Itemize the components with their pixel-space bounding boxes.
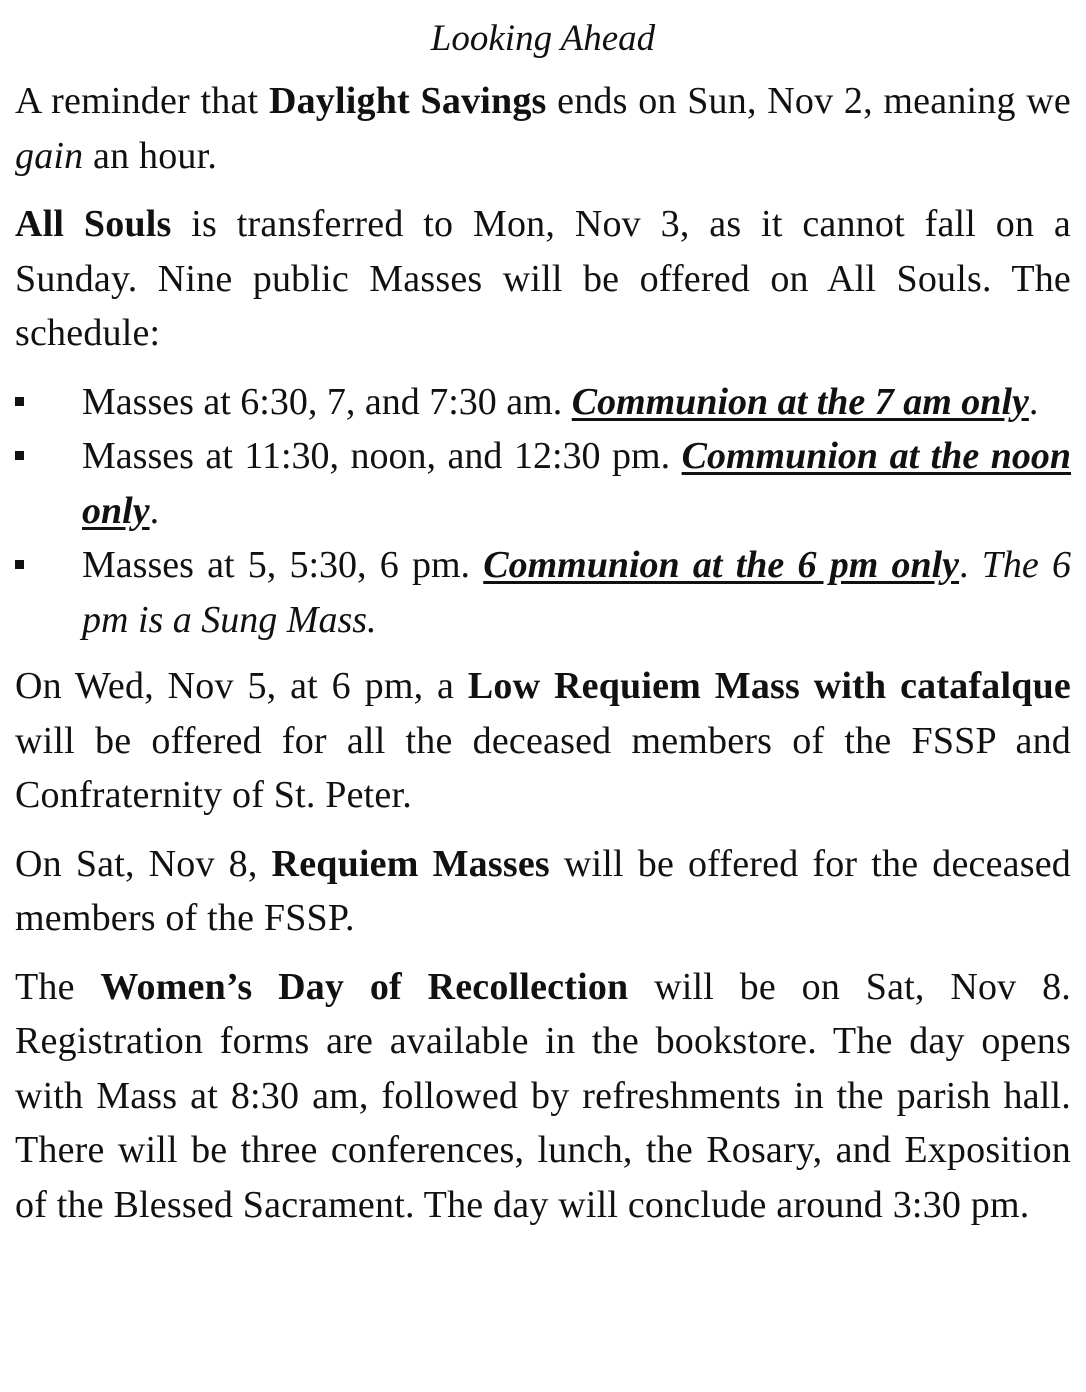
- requiem-masses-text-1: On Sat, Nov 8,: [15, 842, 272, 885]
- schedule-item: [15, 375, 1071, 430]
- womens-day-text-1: The: [15, 965, 101, 1008]
- dst-text-2: ends on Sun, Nov 2, meaning we: [546, 80, 1071, 122]
- requiem-masses-paragraph: [15, 837, 1071, 946]
- dst-italic: gain: [15, 134, 84, 177]
- schedule-item-extra: The 6 pm is a Sung Mass.: [82, 544, 1072, 641]
- square-bullet-icon: [15, 451, 24, 460]
- all-souls-bold: All Souls: [15, 203, 172, 245]
- schedule-item-communion-note: Communion at the 7 am only: [571, 380, 1029, 423]
- schedule-item-communion-note: Communion at the 6 pm only: [483, 544, 960, 586]
- schedule-item-after: .: [959, 544, 982, 586]
- schedule-item-after: .: [1028, 380, 1039, 423]
- dst-bold: Daylight Savings: [268, 80, 547, 122]
- schedule-item: [15, 429, 1071, 538]
- low-requiem-text-2: will be offered for all the deceased members of the FSSP and Confraternity of St. Peter.: [15, 719, 1071, 816]
- requiem-masses-bold: Requiem Masses: [271, 842, 550, 885]
- womens-day-bold: Women’s Day of Recollection: [100, 965, 629, 1008]
- all-souls-paragraph: [15, 197, 1071, 361]
- square-bullet-icon: [15, 397, 24, 406]
- all-souls-text: is transferred to Mon, Nov 3, as it cannot fall on a Sunday. Nine public Masses will be offered on All Souls. The schedule:: [15, 203, 1071, 354]
- low-requiem-paragraph: [15, 659, 1071, 823]
- schedule-item-text: Masses at 11:30, noon, and 12:30 pm.: [82, 435, 682, 477]
- schedule-item-text: Masses at 5, 5:30, 6 pm.: [82, 544, 484, 586]
- low-requiem-text-1: On Wed, Nov 5, at 6 pm, a: [15, 665, 468, 707]
- section-heading: Looking Ahead: [430, 18, 656, 59]
- low-requiem-bold: Low Requiem Mass with catafalque: [467, 665, 1071, 707]
- womens-day-paragraph: [15, 960, 1071, 1233]
- schedule-item-communion-note: Communion at the noon only: [82, 435, 1072, 532]
- square-bullet-icon: [15, 560, 24, 569]
- requiem-masses-text-2: will be offered for the deceased members of the FSSP.: [15, 842, 1071, 939]
- mass-schedule-list: [15, 375, 1071, 648]
- dst-text-3: an hour.: [83, 134, 218, 177]
- schedule-item: [15, 538, 1071, 647]
- dst-text-1: A reminder that: [15, 80, 269, 122]
- womens-day-text-2: will be on Sat, Nov 8. Registration forms are available in the bookstore. The day opens with Mass at 8:30 am, followed by refreshments in the parish hall. There will be three conferences, lunch, the Rosary, and Exposition of the Blessed Sacrament. The day will conclude around 3:30 pm.: [15, 965, 1071, 1226]
- daylight-savings-paragraph: [15, 74, 1071, 183]
- schedule-item-after: .: [149, 489, 160, 532]
- schedule-item-text: Masses at 6:30, 7, and 7:30 am.: [82, 380, 572, 423]
